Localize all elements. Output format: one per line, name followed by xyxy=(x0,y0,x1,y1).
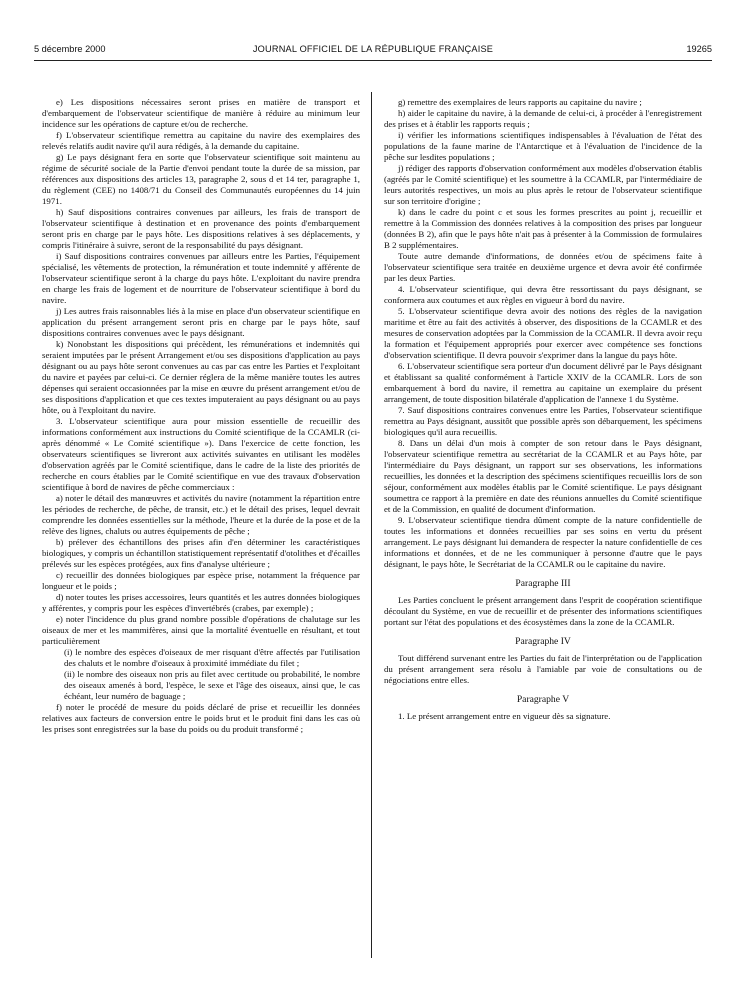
clause-i-equipment: i) Sauf dispositions contraires convenues par ailleurs entre les Parties, l'équipement spécialisé, les vêtements de protection, la rémunération et toute indemnité y afférente de l'observateur scientifique seront à la charge du pays hôte. L'exploitant du navire prendra en charge les frais de logement et de nourriture de l'observateur scientifique à bord du navire. xyxy=(42,251,360,305)
task-k: k) dans le cadre du point c et sous les formes prescrites au point j, recueillir et remettre à la Commission des données relatives à la composition des prises par longueur (données B 2), afin que le pays hôte n'ait pas à présenter à la Commission de formulaires B 2 supplémentaires. xyxy=(384,207,702,250)
item-3-mission: 3. L'observateur scientifique aura pour mission essentielle de recueillir des informations conformément aux instructions du Comité scientifique de la CCAMLR (ci-après dénommé « Le Comité scientifique »). Dans l'exercice de cette fonction, les observateurs scientifiques se livreront aux activités suivantes en utilisant les modèles d'observation agréés par le Comité scientifique, dans le cadre de la liste des priorités de recherche en cours établies par le Comité scientifique en vue des travaux d'observation scientifique à bord de navires de pêche commerciaux : xyxy=(42,416,360,492)
right-column xyxy=(384,97,702,722)
other-requests: Toute autre demande d'informations, de données et/ou de spécimens faite à l'observateur scientifique sera traitée en deuxième urgence et devra avoir été confirmée par les deux Parties. xyxy=(384,251,702,283)
page-number: 19265 xyxy=(686,44,712,54)
paragraph-iii-text: Les Parties concluent le présent arrangement dans l'esprit de coopération scientifique découlant du Système, en vue de recueillir et de présenter des informations scientifiques portant sur l'état des populations et des écosystèmes dans la zone de la CCAMLR. xyxy=(384,595,702,627)
paragraph-iv-title: Paragraphe IV xyxy=(515,636,571,647)
task-i: i) vérifier les informations scientifiques indispensables à l'évaluation de l'état des populations de la faune marine de l'Antarctique et à l'évaluation de l'incidence de la pêche sur lesdites populations ; xyxy=(384,130,702,162)
paragraph-iv-text: Tout différend survenant entre les Parties du fait de l'interprétation ou de l'application du présent arrangement sera résolu à l'amiable par voie de consultations ou de négociations entre elles. xyxy=(384,653,702,685)
page-header xyxy=(34,44,712,60)
clause-j-other-costs: j) Les autres frais raisonnables liés à la mise en place d'un observateur scientifique en application du présent arrangement seront pris en charge par le pays hôte, sauf dispositions contraires convenues avec le pays désignant. xyxy=(42,306,360,338)
item-6: 6. L'observateur scientifique sera porteur d'un document délivré par le Pays désignant et établissant sa qualité conformément à l'article XXIV de la CCAMLR. Lors de son embarquement à bord du navire, il remettra au capitaine un exemplaire du présent arrangement, de toute disposition bilatérale d'application de l'annexe 1 du Système. xyxy=(384,361,702,404)
task-g: g) remettre des exemplaires de leurs rapports au capitaine du navire ; xyxy=(398,97,642,107)
task-e: e) noter l'incidence du plus grand nombre possible d'opérations de chalutage sur les oiseaux de mer et les mammifères, ainsi que la mortalité éventuelle en résultant, et tout particulièrement xyxy=(42,614,360,646)
paragraph-v-text: 1. Le présent arrangement entre en vigueur dès sa signature. xyxy=(398,711,611,721)
task-d: d) noter toutes les prises accessoires, leurs quantités et les autres données biologiques y afférentes, y compris pour les espèces d'invertébrés (crabes, par exemple) ; xyxy=(42,592,360,613)
journal-title: JOURNAL OFFICIEL DE LA RÉPUBLIQUE FRANÇAISE xyxy=(252,44,494,54)
item-4: 4. L'observateur scientifique, qui devra être ressortissant du pays désignant, se conformera aux coutumes et aux règles en vigueur à bord du navire. xyxy=(384,284,702,305)
column-divider xyxy=(371,92,372,958)
task-e-ii: (ii) le nombre des oiseaux non pris au filet avec certitude ou probabilité, le nombre des oiseaux amenés à bord, l'espèce, le sexe et l'âge des oiseaux, ainsi que, le cas échéant, leur numéro de baguage ; xyxy=(64,669,360,701)
item-5: 5. L'observateur scientifique devra avoir des notions des règles de la navigation maritime et être au fait des activités à observer, des dispositions de la CCAMLR et des mesures de conservation adoptées par la Commission de la CCAMLR. Il devra avoir reçu la formation et l'équipement appropriés pour exercer avec compétence ses fonctions d'observation scientifique. Il devra pouvoir s'exprimer dans la langue du pays hôte. xyxy=(384,306,702,360)
item-9: 9. L'observateur scientifique tiendra dûment compte de la nature confidentielle de toutes les informations et données recueillies par ses soins en vertu du présent arrangement. Le pays désignant lui demandera de respecter la nature confidentielle de ces informations et données, et de ne les communiquer à personne d'autre que le pays désignant, le pays hôte, le Secrétariat de la CCAMLR ou le capitaine du navire. xyxy=(384,515,702,569)
issue-date: 5 décembre 2000 xyxy=(34,44,106,54)
clause-f-records: f) L'observateur scientifique remettra au capitaine du navire des exemplaires des relevés relatifs audit navire qu'il aura rédigés, à la demande du capitaine. xyxy=(42,130,360,151)
task-j: j) rédiger des rapports d'observation conformément aux modèles d'observation établis (agréés par le Comité scientifique) et les soumettre à la CCAMLR, par l'intermédiaire de leurs autorités respectives, un mois au plus après le retour de l'observateur scientifique sur son territoire d'origine ; xyxy=(384,163,702,206)
task-h: h) aider le capitaine du navire, à la demande de celui-ci, à procéder à l'enregistrement des prises et à établir les rapports requis ; xyxy=(384,108,702,129)
task-e-i: (i) le nombre des espèces d'oiseaux de mer risquant d'être affectés par l'utilisation des chaluts et le nombre d'oiseaux à proximité immédiate du filet ; xyxy=(64,647,360,668)
clause-h-transport-costs: h) Sauf dispositions contraires convenues par ailleurs, les frais de transport de l'observateur scientifique à destination et en provenance des points d'embarquement seront pris en charge par le pays hôte. Les dispositions relatives à ses déplacements, y compris l'itinéraire à suivre, seront de la responsabilité du pays désignant. xyxy=(42,207,360,250)
task-b: b) prélever des échantillons des prises afin d'en déterminer les caractéristiques biologiques, y compris un échantillon statistiquement représentatif d'otolithes et d'écailles prélevés sur les espèces protégées, aux fins d'analyse ultérieure ; xyxy=(42,537,360,569)
left-column xyxy=(42,97,360,735)
clause-g-social-security: g) Le pays désignant fera en sorte que l'observateur scientifique soit maintenu au régime de sécurité sociale de la Partie d'envoi pendant toute la durée de sa mission, par références aux dispositions des articles 13, paragraphe 2, sous d et 14 ter, paragraphe 1, du règlement (CEE) no 1408/71 du Conseil des Communautés européennes du 14 juin 1971. xyxy=(42,152,360,206)
item-7: 7. Sauf dispositions contraires convenues entre les Parties, l'observateur scientifique remettra au Pays désignant, aussitôt que possible après son débarquement, les spécimens biologiques qu'il aura recueillis. xyxy=(384,405,702,437)
clause-e-transport: e) Les dispositions nécessaires seront prises en matière de transport et d'embarquement de l'observateur scientifique de manière à réduire au minimum leur incidence sur les opérations de capture et/ou de recherche. xyxy=(42,97,360,129)
paragraph-v-title: Paragraphe V xyxy=(516,694,570,705)
header-rule xyxy=(34,60,712,61)
clause-k-remuneration: k) Nonobstant les dispositions qui précèdent, les rémunérations et indemnités qui seraient imputées par le présent Arrangement et/ou ses dispositions d'application au pays désignant ou au pays hôte seront convenues au cas par cas entre les Parties et l'exploitant du navire et payées par celui-ci. Ce dernier réglera de la même manière toutes les autres dépenses qui seraient occasionnées par la mise en œuvre du présent arrangement et/ou de ses dispositions d'application et que ces textes imputeraient au pays désignant ou au pays hôte, ou à l'exploitant du navire. xyxy=(42,339,360,415)
task-a: a) noter le détail des manœuvres et activités du navire (notamment la répartition entre les périodes de recherche, de pêche, de transit, etc.) et le détail des prises, lequel devrait comprendre les données essentielles sur la méthode, l'heure et la durée de la pose et de la relève des lignes, chaluts ou autres équipements de pêche ; xyxy=(42,493,360,536)
task-f: f) noter le procédé de mesure du poids déclaré de prise et recueillir les données relatives aux facteurs de conversion entre le poids brut et le produit fini dans les cas où les prises sont enregistrées sur la base du poids ou du produit transformé ; xyxy=(42,702,360,734)
paragraph-iii-title: Paragraphe III xyxy=(515,578,571,589)
item-8: 8. Dans un délai d'un mois à compter de son retour dans le Pays désignant, l'observateur scientifique remettra au secrétariat de la CCAMLR et au Pays hôte, par l'intermédiaire du Pays désignant, un rapport sur ses observations, les informations recueillies, les données et la description des spécimens scientifiques recueillis lors de son séjour, conformément aux modèles établis par le Comité scientifique. Le pays désignant soumettra ce rapport à la première en date des réunions annuelles du Comité scientifique et de la Commission, en qualité de document d'information. xyxy=(384,438,702,514)
task-c: c) recueillir des données biologiques par espèce prise, notamment la fréquence par longueur et le poids ; xyxy=(42,570,360,591)
